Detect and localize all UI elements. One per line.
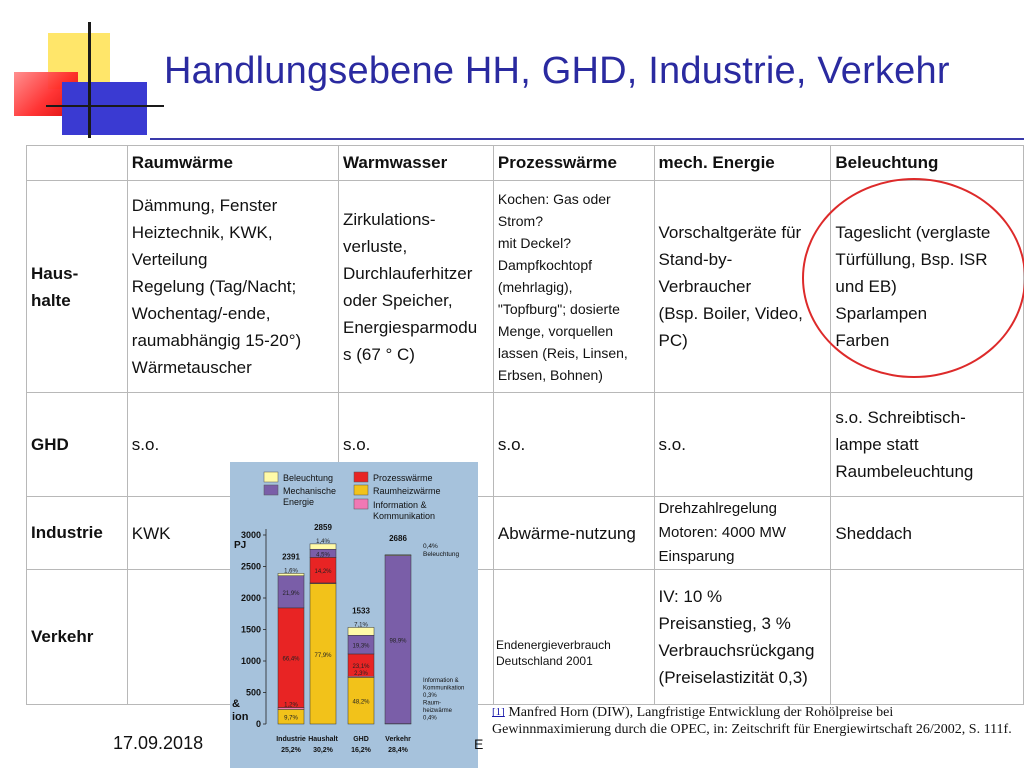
cell-haushalte-warmwasser: Zirkulations- verluste, Durchlauferhitzer oder Speicher, Energiesparmodu s (67 ° C) <box>338 181 493 393</box>
cell-ghd-mech-energie: s.o. <box>654 393 831 497</box>
segment-label-ghd: 19,3% <box>352 643 370 650</box>
cell-ghd-prozesswaerme: s.o. <box>493 393 654 497</box>
segment-label-ghd: 7,1% <box>354 622 368 629</box>
bar-total-haushalt: 2859 <box>314 522 332 532</box>
header-mech-energie: mech. Energie <box>654 146 831 181</box>
legend-label-prozessw-rme: Prozesswärme <box>373 473 433 483</box>
annotation-info-raumheiz: Raum- <box>423 700 442 707</box>
header-prozesswaerme: Prozesswärme <box>493 146 654 181</box>
legend-swatch-raumheizw-rme <box>354 485 368 495</box>
energy-chart-svg <box>230 462 478 768</box>
legend-label-beleuchtung: Beleuchtung <box>283 473 334 483</box>
row-label-industrie: Industrie <box>27 497 128 570</box>
cell-haushalte-mech-energie: Vorschaltgeräte für Stand-by- Verbraucher (Bsp. Boiler, Video, PC) <box>654 181 831 393</box>
footnote-text: Manfred Horn (DIW), Langfristige Entwicklung der Rohölpreise bei Gewinnmaximierung durch die OPEC, in: Zeitschrift für Energiewirtschaft 26/2002, S. 111f. <box>492 705 1012 737</box>
segment-label-industrie: 21,9% <box>282 590 300 597</box>
segment-label-ghd: 23,1% <box>352 664 370 671</box>
logo-vertical-line <box>88 22 91 138</box>
cell-ghd-raumwaerme: s.o. <box>127 393 338 497</box>
cell-ghd-warmwasser: s.o. <box>338 393 493 497</box>
header-beleuchtung: Beleuchtung <box>831 146 1024 181</box>
cell-haushalte-beleuchtung: Tageslicht (verglaste Türfüllung, Bsp. ISR und EB) Sparlampen Farben <box>831 181 1024 393</box>
legend-swatch-beleuchtung <box>264 472 278 482</box>
y-axis-label: PJ <box>234 540 247 551</box>
cut-off-left-text-1: & <box>232 698 240 710</box>
y-tick-label: 1000 <box>240 656 261 666</box>
segment-label-ghd: 2,3% <box>354 671 368 678</box>
bar-total-verkehr: 2686 <box>389 533 407 543</box>
cell-ghd-beleuchtung: s.o. Schreibtisch- lampe statt Raumbeleuchtung <box>831 393 1024 497</box>
legend-label-mechanische-energie: Mechanische <box>283 486 337 496</box>
segment-label-verkehr: 98,9% <box>389 638 407 645</box>
row-label-ghd: GHD <box>27 393 128 497</box>
legend-swatch-mechanische-energie <box>264 485 278 495</box>
annotation-info-raumheiz: 0,4% <box>423 715 437 722</box>
category-label-verkehr: Verkehr <box>385 736 411 743</box>
chart-caption: Endenergieverbrauch Deutschland 2001 <box>496 637 646 669</box>
segment-label-industrie: 66,4% <box>282 656 300 663</box>
annotation-info-raumheiz: Information & <box>423 678 459 684</box>
cut-off-text: E <box>474 736 484 752</box>
slide-date: 17.09.2018 <box>113 733 204 753</box>
legend-label-mechanische-energie: Energie <box>283 497 315 507</box>
y-tick-label: 2000 <box>240 593 261 603</box>
row-label-verkehr: Verkehr <box>27 570 128 705</box>
page-title: Handlungsebene HH, GHD, Industrie, Verkehr <box>164 50 950 92</box>
legend-swatch-prozessw-rme <box>354 472 368 482</box>
category-label-industrie: Industrie <box>276 736 306 743</box>
cell-industrie-mech-energie: Drehzahlregelung Motoren: 4000 MW Einsparung <box>654 497 831 570</box>
segment-label-haushalt: 1,4% <box>316 538 330 545</box>
bar-total-ghd: 1533 <box>352 606 370 616</box>
category-label-ghd: 16,2% <box>351 747 371 754</box>
header-raumwaerme: Raumwärme <box>127 146 338 181</box>
category-label-haushalt: Haushalt <box>308 736 338 743</box>
header-warmwasser: Warmwasser <box>338 146 493 181</box>
table-row-industrie <box>27 497 1024 570</box>
cell-industrie-prozesswaerme: Abwärme-nutzung <box>493 497 654 570</box>
row-label-haushalte: Haus- halte <box>27 181 128 393</box>
logo-blue-square <box>62 82 147 135</box>
table-row-ghd <box>27 393 1024 497</box>
bar-total-industrie: 2391 <box>282 552 300 562</box>
category-label-verkehr: 28,4% <box>388 747 408 754</box>
y-tick-label: 2500 <box>240 561 261 572</box>
cell-haushalte-raumwaerme: Dämmung, Fenster Heiztechnik, KWK, Verteilung Regelung (Tag/Nacht; Wochentag/-ende, raumabhängig 15-20°) Wärmetauscher <box>127 181 338 393</box>
cut-off-left-text-2: ion <box>232 711 249 723</box>
category-label-haushalt: 30,2% <box>313 747 333 754</box>
segment-label-industrie: 1,6% <box>284 568 298 575</box>
header-empty <box>27 146 128 181</box>
segment-label-haushalt: 77,9% <box>314 652 332 659</box>
segment-label-haushalt: 4,5% <box>316 552 330 559</box>
segment-label-industrie: 1,2% <box>284 702 298 709</box>
legend-label-information-kommunikation: Information & <box>373 500 427 510</box>
cell-industrie-beleuchtung: Sheddach <box>831 497 1024 570</box>
legend-label-information-kommunikation: Kommunikation <box>373 511 436 521</box>
title-divider <box>150 138 1024 140</box>
y-tick-label: 500 <box>245 687 261 698</box>
footnote <box>492 704 1012 738</box>
annotation-info-raumheiz: Kommunikation <box>423 685 465 692</box>
cell-haushalte-prozesswaerme: Kochen: Gas oder Strom? mit Deckel? Dampfkochtopf (mehrlagig), "Topfburg"; dosierte Menge, vorquellen lassen (Reis, Linsen, Erbsen, Bohnen) <box>493 181 654 393</box>
category-label-ghd: GHD <box>353 736 369 743</box>
highlight-circle <box>802 178 1024 378</box>
cell-verkehr-mech-energie: IV: 10 % Preisanstieg, 3 % Verbrauchsrückgang (Preiselastizität 0,3) <box>654 570 831 705</box>
bar-segment-verkehr-beleuchtung <box>385 555 411 556</box>
legend-label-raumheizw-rme: Raumheizwärme <box>373 486 441 496</box>
annotation-verkehr: 0,4% <box>423 543 438 550</box>
legend-swatch-information-kommunikation <box>354 499 368 509</box>
bar-segment-ghd-beleuchtung <box>348 627 374 635</box>
segment-label-industrie: 9,7% <box>284 715 298 722</box>
y-tick-label: 1500 <box>240 624 261 635</box>
annotation-info-raumheiz: heizwärme <box>423 708 453 714</box>
footnote-ref-link[interactable]: [1] <box>492 706 505 718</box>
segment-label-ghd: 48,2% <box>352 699 370 706</box>
cell-verkehr-beleuchtung <box>831 570 1024 705</box>
y-tick-label: 0 <box>255 719 261 729</box>
category-label-industrie: 25,2% <box>281 747 301 754</box>
annotation-info-raumheiz: 0,3% <box>423 693 437 699</box>
cell-industrie-raumwaerme: KWK <box>127 497 338 570</box>
segment-label-haushalt: 14,2% <box>314 569 332 576</box>
table-header-row <box>27 146 1024 181</box>
annotation-verkehr: Beleuchtung <box>423 551 460 558</box>
y-tick-label: 3000 <box>240 530 261 540</box>
logo-horizontal-line <box>46 105 164 107</box>
energy-chart <box>230 462 478 768</box>
